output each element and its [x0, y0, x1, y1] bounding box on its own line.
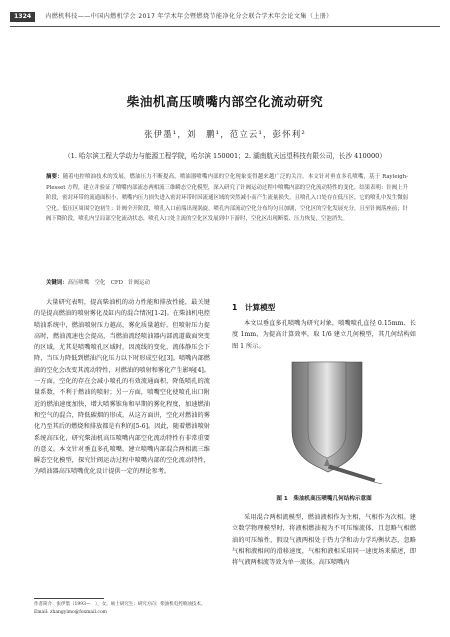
section-paragraph-1: 本文以垂直多孔喷嘴为研究对象，喷嘴喷孔直径 0.15mm、长度 1mm，为提高计算效率，取 1/6 建立几何模型，其几何结构如图 1 所示。 — [232, 320, 416, 350]
introduction-paragraph: 大量研究表明，提高柴油机的动力性能和排放性能，最关键的是提高燃油的喷射雾化及缸内的混合情况[1-2]。在柴油机电控喷油系统中，燃油喷射压力越高，雾化质量越好。但喷射压力提高时，燃油流速也会提高，当燃油流经喷油器内部流道截面突变的区域，尤其是喷嘴喷孔区域时，因流线的变化，流体静压会下降，当压力降低到燃油汽化压力以下时形成空化[3]。喷嘴内部燃油的空化会改变其流动特性，对燃油的喷射和雾化产生影响[4]。一方面，空化的存在会减小喷孔的有效流通面积，降低喷孔的流量系数，不利于燃油的喷射；另一方面，喷嘴空化使喷孔出口附近的燃油速度加快，增大喷雾锥角和早期的雾化程度，加速燃油和空气的混合，降低碳烟的形成，从这方面讲，空化对燃油的雾化乃至其后的燃烧和排放都是有利的[5-6]。因此，随着燃油喷射系统高压化，研究柴油机高压喷嘴内部空化流动特性有非常重要的意义。本文针对垂直多孔喷嘴，建立喷嘴内部混合两相流三维瞬态空化模型，探究针阀运动过程中喷嘴内部的空化流动特性，为喷油器高压喷嘴优化设计提供一定的理论参考。 — [34, 299, 210, 476]
footnote — [34, 601, 210, 618]
keywords-text: 高压喷嘴 空化 CFD 针阀运动 — [67, 280, 150, 286]
section-heading: 1 计算模型 — [232, 303, 276, 312]
keywords-label: 关键词： — [46, 280, 68, 286]
footnote-divider — [34, 598, 104, 599]
author-email: Email: zhangyimo@foxmail.com — [34, 610, 107, 616]
nozzle-geometry-illustration — [262, 360, 392, 490]
abstract-text: 随着电控喷油技术的发展，燃油压力不断提高，喷油器喷嘴内部的空化现象变得越来越广泛的关注。本文针对垂直多孔喷嘴，基于 Rayleigh-Plesset 方程，建立并验证了喷嘴内部流态两相流三维瞬态空化模型，深入研究了针阀运动过程中喷嘴内部的空化流动特性的变化。结果表明：针阀上升阶段，密封环带的流通面积小，喷嘴内压力损失进入密封环带时因流通区域的突然减小而产生流量损失，且喷孔入口处存在低压区，它的喷孔中发生微弱空化。低压区周围空泡初生；针阀全开阶段，喷孔入口前端出现涡旋，喷孔内部流动空化分布均匀且加剧，空化区的空化发展充分，且至针阀落座前；针阀下降阶段，喷孔内呈局部空化流动状态，喷孔入口处主流的空化区发展到中下游时，空化区出现断裂、压力恢复，空泡消失。 — [46, 174, 408, 223]
nozzle-geometry-figure — [262, 360, 392, 490]
header-divider — [10, 26, 440, 27]
page-number: 1324 — [10, 12, 35, 22]
author-list: 张伊墨¹，刘 鹏¹，范立云¹，彭怀利² — [144, 129, 306, 139]
author-bio: 作者简介：张伊墨（1993— ），女，硕士研究生；研究方向：柴油机电控喷油技术。 — [34, 602, 206, 607]
paper-title: 柴油机高压喷嘴内部空化流动研究 — [126, 94, 324, 109]
running-header — [10, 10, 440, 24]
affiliation: （1. 哈尔滨工程大学动力与能源工程学院，哈尔滨 150001；2. 湖南航天远望科技有限公司，长沙 410000） — [64, 152, 386, 160]
abstract-label: 摘要： — [46, 174, 63, 180]
figure-caption: 图 1 柴油机高压喷嘴几何结构示意图 — [276, 496, 372, 502]
keywords — [46, 278, 408, 286]
abstract — [46, 172, 408, 225]
section-paragraph-2: 采用混合两相流模型，燃油液相作为主相，气相作为次相。建立数学物理模型时，将液相燃油视为不可压缩流体，且忽略气相燃油的可压缩性，假设气液两相处于热力学和动力学均衡状态，忽略气相和液相间的滑移速度，气相和液相采用同一速度场来描述，即将气液两相流等效为单一流体。高压喷嘴内 — [232, 514, 416, 567]
running-title: 内燃机科技——中国内燃机学会 2017 年学术年会暨燃烧节能净化分会联合学术年会论文集（上册） — [45, 13, 333, 20]
